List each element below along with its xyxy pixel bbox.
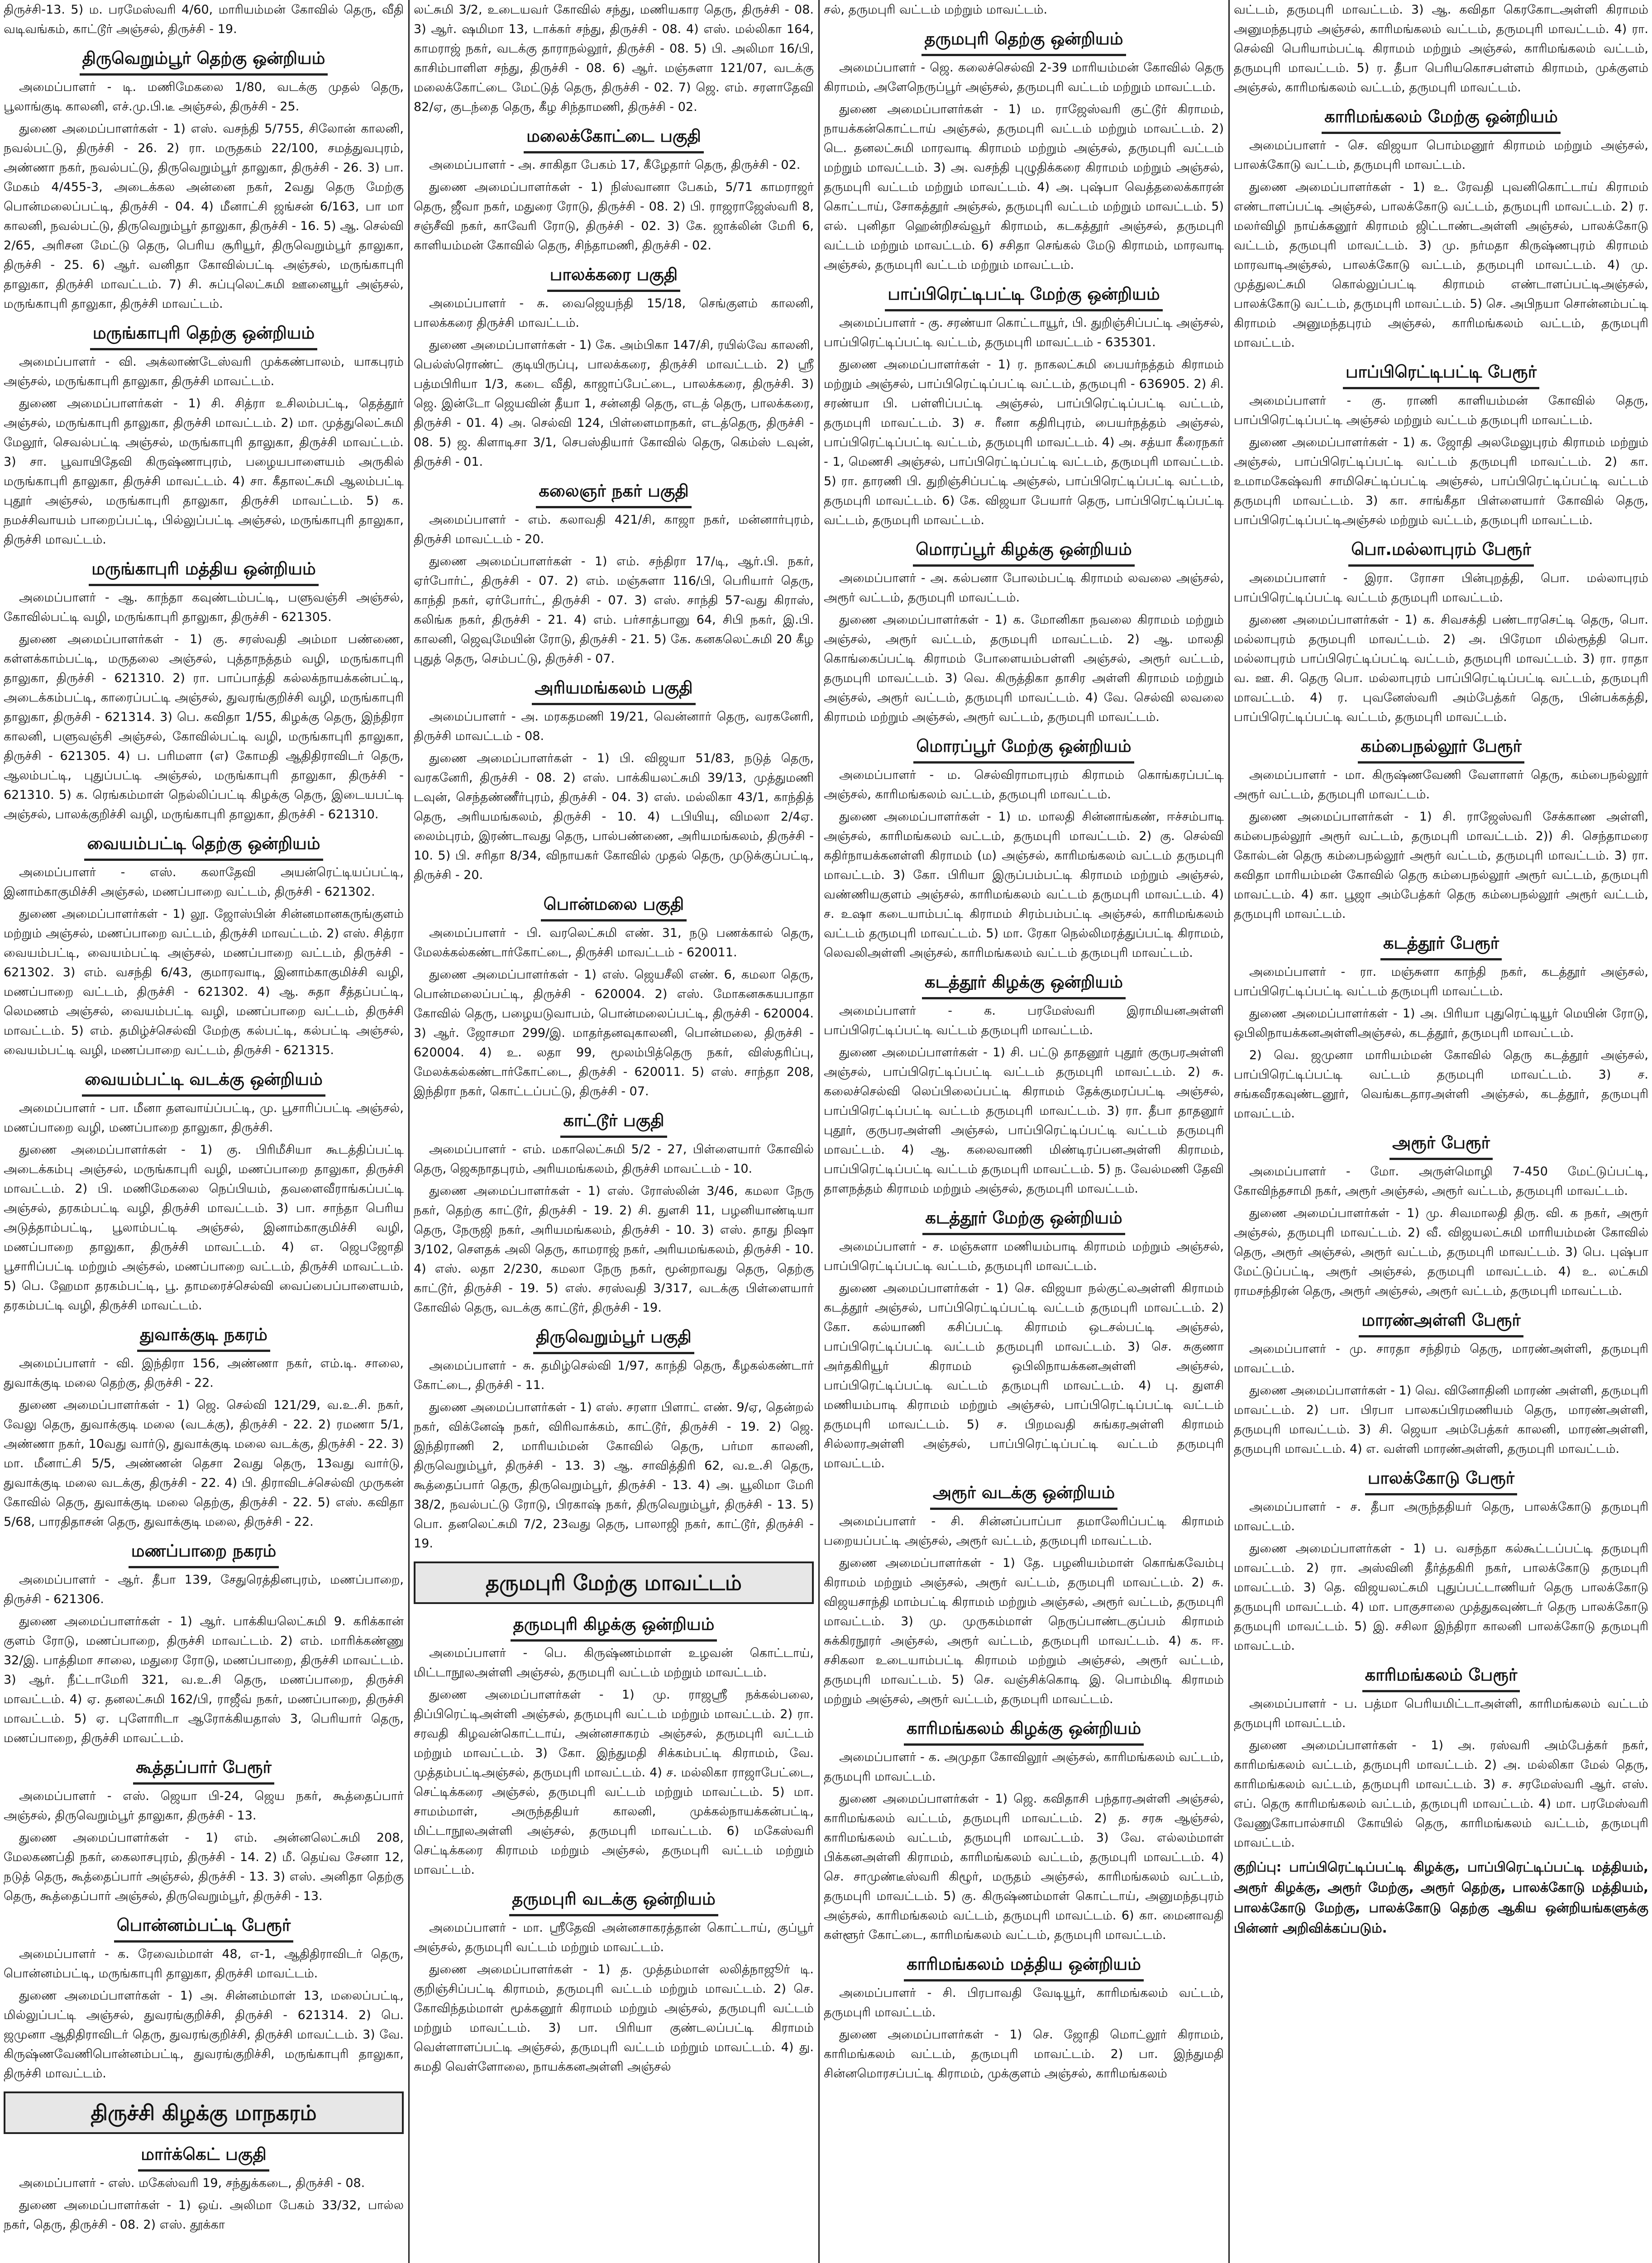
section-title: மாரண்அள்ளி பேரூர் xyxy=(1359,1306,1523,1337)
member-listing: துணை அமைப்பாளர்கள் - 1) எம். சந்திரா 17/டி, ஆர்.பி. நகர், ஏர்போர்ட், திருச்சி - 07. 2) எம். மஞ்சுளா 116/பி, பெரியார் தெரு, காந்தி நகர், ஏர்போர்ட், திருச்சி - 07. 3) எஸ். சாந்தி 57-வது கிராஸ், கலிங்க நகர், திருச்சி - 21. 4) எம். பர்சாத்பானு 64, சிபி நகர், இ.பி. காலனி, ஜெவுமேயின் ரோடு, திருச்சி - 21. 5) கே. கனகலெட்சுமி 20 கீழ புதுத் தெரு, செம்பட்டு, திருச்சி - 07. xyxy=(414,554,814,666)
member-listing: துணை அமைப்பாளர்கள் - 1) எஸ். ரோஸ்லின் 3/46, கமலா நேரு நகர், தெற்கு காட்டூர், திருச்சி - 19. 2) சி. துளசி 11, பழனியாண்டியா தெரு, நேருஜி நகர், அரியமங்கலம், திருச்சி - 10. 3) எஸ். தாது நிஷா 3/102, சௌதக் அலி தெரு, காமராஜ் நகர், அரியமங்கலம், திருச்சி - 10. 4) எஸ். லதா 2/230, கமலா நேரு நகர், மூன்றாவது தெரு, தெற்கு காட்டூர், திருச்சி - 19. 5) எஸ். சரஸ்வதி 3/317, வடக்கு பிள்ளையார் கோவில் தெரு, வடக்கு காட்டூர், திருச்சி - 19. xyxy=(414,1184,814,1315)
member-listing: துணை அமைப்பாளர்கள் - 1) அ. ரஸ்வரி அம்பேத்கர் நகர், காரிமங்கலம் வட்டம், தருமபுரி மாவட்டம். 2) அ. மல்லிகா மேல் தெரு, காரிமங்கலம் வட்டம், தருமபுரி மாவட்டம். 3) ச. சரமேஸ்வரி ஆர். எஸ். எப். தெரு காரிமங்கலம் வட்டம், தருமபுரி மாவட்டம். 4) மா. பரமேஸ்வரி வேணுகோபால்சாமி கோயில் தெரு, காரிமங்கலம் வட்டம், தருமபுரி மாவட்டம். xyxy=(1234,1738,1648,1850)
section xyxy=(414,477,814,668)
member-listing: அமைப்பாளர் - கு. ராணி காளியம்மன் கோவில் தெரு, பாப்பிரெட்டிப்பட்டி அஞ்சல் மற்றும் வட்டம் தருமபுரி மாவட்டம். xyxy=(1234,394,1648,427)
section-heading xyxy=(824,1204,1224,1235)
member-listing: துணை அமைப்பாளர்கள் - 1) ப. வசந்தா கல்கூட்டப்பட்டி தருமபுரி மாவட்டம். 2) ரா. அஸ்வினி தீர்த்தகிரி நகர், பாலக்கோடு தருமபுரி மாவட்டம். 3) தெ. விஜயலட்சுமி புதுப்பட்டாணியர் தெரு பாலக்கோடு தருமபுரி மாவட்டம். 4) மா. பாகுசாலை முத்துகவுண்டர் தெரு பாலக்கோடு தருமபுரி மாவட்டம். 5) இ. சசிலா இந்திரா காலனி பாலக்கோடு தருமபுரி மாவட்டம். xyxy=(1234,1542,1648,1653)
column-4 xyxy=(1230,0,1652,2263)
member-listing: துணை அமைப்பாளர்கள் - 1) மு. சிவமாலதி திரு. வி. க நகர், அரூர் அஞ்சல், தருமபுரி மாவட்டம். 2) வீ. விஜயலட்சுமி மாரியம்மன் கோவில் தெரு, அரூர் அஞ்சல், அரூர் வட்டம், தருமபுரி மாவட்டம். 3) பெ. புஷ்பா மேட்டுப்பட்டி, அரூர் அஞ்சல், தருமபுரி மாவட்டம். 4) உ. லட்சுமி ராமசந்திரன் தெரு, அரூர் அஞ்சல், அரூர் வட்டம், தருமபுரி மாவட்டம். xyxy=(1234,1206,1648,1298)
section xyxy=(414,1610,814,1880)
section-heading xyxy=(1234,1464,1648,1495)
section-heading xyxy=(1234,1129,1648,1160)
section-heading xyxy=(4,555,404,586)
section xyxy=(824,535,1224,727)
section-heading xyxy=(414,674,814,705)
member-listing: துணை அமைப்பாளர்கள் - 1) செ. விஜயா நல்குட்லஅள்ளி கிராமம் கடத்தூர் அஞ்சல், பாப்பிரெட்டிப்பட்டி வட்டம் தருமபுரி மாவட்டம். 2) கோ. கல்யாணி கசிப்பட்டி கிராமம் ஒடசல்பட்டி அஞ்சல், பாப்பிரெட்டிப்பட்டி வட்டம் தருமபுரி மாவட்டம். 3) செ. சுகுணா அர்தகிரியூர் கிராமம் ஒபிலிநாயக்கனஅள்ளி அஞ்சல், பாப்பிரெட்டிப்பட்டி வட்டம் தருமபுரி மாவட்டம். 4) பு. துளசி மணியம்பாடி கிராமம் மற்றும் அஞ்சல், பாப்பிரெட்டிப்பட்டி வட்டம் தருமபுரி மாவட்டம். 5) ச. பிறமவதி சுங்கரஅள்ளி கிராமம் சில்லாரஅள்ளி அஞ்சல், பாப்பிரெட்டிப்பட்டி வட்டம் தருமபுரி மாவட்டம். xyxy=(824,1281,1224,1470)
section-title: கம்பைநல்லூர் பேரூர் xyxy=(1358,732,1524,764)
member-listing: அமைப்பாளர் - பெ. கிருஷ்ணம்மாள் உழவன் கொட்டாய், மிட்டாநூலஅள்ளி அஞ்சல், தருமபுரி வட்டம் மற்றும் மாவட்டம். xyxy=(414,1646,814,1680)
section xyxy=(414,890,814,1101)
member-listing: அமைப்பாளர் - சு. தமிழ்செல்வி 1/97, காந்தி தெரு, கீழகல்கண்டார் கோட்டை, திருச்சி - 11. xyxy=(414,1359,814,1392)
section xyxy=(414,1885,814,2077)
section xyxy=(4,1911,404,2083)
member-listing: துணை அமைப்பாளர்கள் - 1) எஸ். ஜெயசீலி எண். 6, கமலா தெரு, பொன்மலைப்பட்டி, திருச்சி - 620004. 2) எஸ். மோகனசுகயபாதா கோவில் தெரு, பழையடுவாபம், பொன்மலைப்பட்டி, திருச்சி - 620004. 3) ஆர். ஜோசமா 299/இ. மாதர்தனவுகாலனி, பொன்மலை, திருச்சி - 620004. 4) உ. லதா 99, மூலம்பித்தெரு நகர், விஸ்தரிப்பு, மேலக்கல்கண்டார்கோட்டை, திருச்சி - 620011. 5) எஸ். சாந்தா 208, இந்திரா நகர், கொட்டப்பட்டு, திருச்சி - 07. xyxy=(414,968,814,1098)
member-listing: துணை அமைப்பாளர்கள் - 1) த. முத்தம்மாள் லலித்நாஜூர் டி. குறிஞ்சிப்பட்டி கிராமம், தருமபுரி வட்டம் மற்றும் மாவட்டம். 2) செ. கோவிந்தம்மாள் மூக்கனூர் கிராமம் மற்றும் அஞ்சல், தருமபுரி வட்டம் மற்றும் மாவட்டம். 3) பா. பிரியா குண்டலப்பட்டி கிராமம் வெள்ளாளப்பட்டி அஞ்சல், தருமபுரி வட்டம் மற்றும் மாவட்டம். 4) து. சுமதி வெள்ளோலை, நாயக்கனஅள்ளி அஞ்சல் xyxy=(414,1962,814,2074)
section xyxy=(4,1065,404,1315)
member-listing: துணை அமைப்பாளர்கள் - 1) ஒய். அலிமா பேகம் 33/32, பால்ல நகர், தெரு, திருச்சி - 08. 2) எஸ். தூக்கா xyxy=(4,2198,404,2232)
section xyxy=(4,1321,404,1532)
member-listing: துணை அமைப்பாளர்கள் - 1) ம. ராஜேஸ்வரி குட்டூர் கிராமம், நாயக்கன்கொட்டாய் அஞ்சல், தருமபுரி வட்டம் மற்றும் மாவட்டம். 2) டெ. தனலட்சுமி மாரவாடி கிராமம் மற்றும் அஞ்சல், தருமபுரி வட்டம் மற்றும் மாவட்டம். 3) அ. வசந்தி புழுதிக்கரை கிராமம் மற்றும் அஞ்சல், தருமபுரி வட்டம் மற்றும் மாவட்டம். 4) அ. புஷ்பா வெத்தலைக்காரன் கொட்டாய், சோகத்தூர் அஞ்சல், தருமபுரி வட்டம் மற்றும் மாவட்டம். 5) எல். புனிதா ஹென்றிசவ்வூர் கிராமம், கடகத்தூர் அஞ்சல், தருமபுரி வட்டம் மற்றும் மாவட்டம். 6) சசிதா செங்கல் மேடு கிராமம், மாரவாடி அஞ்சல், தருமபுரி வட்டம் மற்றும் மாவட்டம். xyxy=(824,102,1224,272)
section-heading xyxy=(4,2140,404,2172)
district-banner: திருச்சி கிழக்கு மாநகரம் xyxy=(4,2091,404,2134)
section xyxy=(414,1323,814,1553)
section xyxy=(1234,1464,1648,1656)
member-listing: 2) வெ. ஜமுனா மாரியம்மன் கோவில் தெரு கடத்தூர் அஞ்சல், பாப்பிரெட்டிப்பட்டி வட்டம் தருமபுரி மாவட்டம். 3) ச. சங்கவீரகவுண்டனூர், வெங்கடதாரஅள்ளி அஞ்சல், கடத்தூர், தருமபுரி மாவட்டம். xyxy=(1234,1048,1648,1121)
section-heading xyxy=(414,890,814,921)
section-title: கடத்தூர் கிழக்கு ஒன்றியம் xyxy=(922,968,1126,999)
section-title: தருமபுரி வடக்கு ஒன்றியம் xyxy=(509,1885,718,1916)
section-title: அரூர் வடக்கு ஒன்றியம் xyxy=(930,1479,1117,1510)
footnote: குறிப்பு: பாப்பிரெட்டிப்பட்டி கிழக்கு, பாப்பிரெட்டிப்பட்டி மத்தியம், அரூர் கிழக்கு, அரூர் மேற்கு, அரூர் தெற்கு, பாலக்கோடு மத்தியம், பாலக்கோடு மேற்கு, பாலக்கோடு தெற்கு ஆகிய ஒன்றியங்களுக்கு பின்னர் அறிவிக்கப்படும். xyxy=(1234,1859,1648,1936)
member-listing: அமைப்பாளர் - அ. மரகதமணி 19/21, வென்னார் தெரு, வரகனேரி, திருச்சி மாவட்டம் - 08. xyxy=(414,710,814,743)
member-listing: அமைப்பாளர் - இரா. ரோசா பின்புறத்தி, பொ. மல்லாபுரம் பாப்பிரெட்டிப்பட்டி வட்டம் தருமபுரி மாவட்டம். xyxy=(1234,571,1648,605)
column-2 xyxy=(410,0,817,2263)
member-listing: அமைப்பாளர் - சு. வைஜெயந்தி 15/18, செங்குளம் காலனி, பாலக்கரை திருச்சி மாவட்டம். xyxy=(414,296,814,330)
member-listing: அமைப்பாளர் - ரா. மஞ்சுளா காந்தி நகர், கடத்தூர் அஞ்சல், பாப்பிரெட்டிப்பட்டி வட்டம் தருமபுரி மாவட்டம். xyxy=(1234,965,1648,998)
section-heading xyxy=(414,1610,814,1642)
member-listing: துணை அமைப்பாளர்கள் - 1) ஆர். பாக்கியலெட்சுமி 9. கரிக்கான் குளம் ரோடு, மணப்பாறை, திருச்சி மாவட்டம். 2) எம். மாரிக்கண்ணு 32/இ. பாத்திமா சாலை, மதுரை ரோடு, மணப்பாறை, திருச்சி மாவட்டம். 3) ஆர். நீட்டாமேரி 321, வ.உ.சி தெரு, மணப்பாறை, திருச்சி மாவட்டம். 4) ஏ. தனலட்சுமி 162/பி, ராஜீவ் நகர், மணப்பாறை, திருச்சி மாவட்டம். 5) ஏ. புளோரிடா ஆரோக்கியதாஸ் 3, பெரியார் தெரு, மணப்பாறை, திருச்சி மாவட்டம். xyxy=(4,1614,404,1745)
section-heading xyxy=(414,122,814,153)
continued-text: வட்டம், தருமபுரி மாவட்டம். 3) ஆ. கவிதா கெரகோடஅள்ளி கிராமம் அனுமந்தபுரம் அஞ்சல், காரிமங்கலம் வட்டம், தருமபுரி மாவட்டம். 4) ரா. செல்வி பெரியாம்பட்டி கிராமம் மற்றும் அஞ்சல், காரிமங்கலம் வட்டம், தருமபுரி மாவட்டம். 5) ர. தீபா பெரியகொசபள்ளம் கிராமம், முக்குளம் அஞ்சல், காரிமங்கலம் வட்டம், தருமபுரி மாவட்டம். xyxy=(1234,3,1648,95)
section-heading xyxy=(4,1911,404,1943)
member-listing: அமைப்பாளர் - எஸ். கலாதேவி அயன்ரெட்டியப்பட்டி, இனாம்காகுமிச்சி அஞ்சல், மணப்பாறை வட்டம், திருச்சி - 621302. xyxy=(4,865,404,899)
section-heading xyxy=(4,1321,404,1352)
member-listing: அமைப்பாளர் - மா. ஸ்ரீதேவி அன்னசாகரத்தான் கொட்டாய், குப்பூர் அஞ்சல், தருமபுரி வட்டம் மற்றும் மாவட்டம். xyxy=(414,1921,814,1954)
section-heading xyxy=(824,1950,1224,1981)
section-title: கடத்தூர் பேரூர் xyxy=(1380,929,1502,960)
section xyxy=(824,25,1224,275)
section-title: பாலக்கரை பகுதி xyxy=(547,261,680,292)
member-listing: துணை அமைப்பாளர்கள் - 1) கே. அம்பிகா 147/சி, ரயில்வே காலனி, பெல்ஸ்ரொண்ட் குடியிருப்பு, பாலக்கரை, திருச்சி மாவட்டம். 2) ஸ்ரீ பத்மபிரியா 1/3, கடை வீதி, காஜாப்பேட்டை, பாலக்கரை, திருச்சி. 3) ஜெ. இன்டோ ஜெயவின் தீயா 1, சன்னதி தெரு, எடத் தெரு, பாலக்கரை, திருச்சி - 01. 4) அ. செல்வி 124, பிள்ளைமாநகர், எடத்தெரு, திருச்சி - 08. 5) ஜ. கிளாடிசா 3/1, செபஸ்தியார் கோவில் தெரு, கெம்ஸ் டவுன், திருச்சி - 01. xyxy=(414,338,814,469)
section xyxy=(824,1479,1224,1709)
member-listing: அமைப்பாளர் - வி. இந்திரா 156, அண்ணா நகர், எம்.டி. சாலை, துவாக்குடி மலை தெற்கு, திருச்சி - 22. xyxy=(4,1356,404,1390)
member-listing: அமைப்பாளர் - மோ. அருள்மொழி 7-450 மேட்டுப்பட்டி, கோவிந்தசாமி நகர், அரூர் அஞ்சல், அரூர் வட்டம், தருமபுரி மாவட்டம். xyxy=(1234,1165,1648,1198)
section-heading xyxy=(4,44,404,76)
section-title: அரியமங்கலம் பகுதி xyxy=(532,674,695,705)
member-listing: அமைப்பாளர் - எம். கலாவதி 421/சி, காஜா நகர், மன்னார்புரம், திருச்சி மாவட்டம் - 20. xyxy=(414,513,814,546)
member-listing: துணை அமைப்பாளர்கள் - 1) க. சிவசக்தி பண்டாரசெட்டி தெரு, பொ. மல்லாபுரம் தருமபுரி மாவட்டம். 2) அ. பிரேமா மில்ரூத்தி பொ. மல்லாபுரம் பாப்பிரெட்டிப்பட்டி வட்டம், தருமபுரி மாவட்டம். 3) ரா. ராதா வ. ஊ. சி. தெரு பொ. மல்லாபுரம் பாப்பிரெட்டிப்பட்டி வட்டம், தருமபுரி மாவட்டம். 4) ர. புவனேஸ்வரி அம்பேத்கர் தெரு, பின்பக்கத்தி, பாப்பிரெட்டிப்பட்டி வட்டம், தருமபுரி மாவட்டம். xyxy=(1234,613,1648,724)
member-listing: துணை அமைப்பாளர்கள் - 1) கு. பிரிமீசியா கூடத்திப்பட்டி அடைக்கம்பு அஞ்சல், மருங்காபுரி வழி, மணப்பாறை தாலுகா, திருச்சி மாவட்டம். 2) பி. மணிமேகலை நெப்பியம், தவளைவீராங்கப்பட்டி அஞ்சல், தரகம்பட்டி வழி, திருச்சி மாவட்டம். 3) பா. சாந்தா பெரிய அடுத்தாம்பட்டி, பூலாம்பட்டி அஞ்சல், இனாம்காகுமிச்சி வழி, மணப்பாறை தாலுகா, திருச்சி மாவட்டம். 4) எ. ஜெபஜோதி பூசாரிப்பட்டி மற்றும் அஞ்சல், மணப்பாறை வட்டம், திருச்சி மாவட்டம். 5) பெ. ஹேமா தரகம்பட்டி, பூ. தாமரைச்செல்வி வைப்பைப்பாளையம், தரகம்பட்டி வழி, திருச்சி மாவட்டம். xyxy=(4,1143,404,1313)
member-listing: துணை அமைப்பாளர்கள் - 1) க. மோனிகா நவலை கிராமம் மற்றும் அஞ்சல், அரூர் வட்டம், தருமபுரி மாவட்டம். 2) ஆ. மாலதி கொங்கைப்பட்டி கிராமம் போளையம்பள்ளி அஞ்சல், அரூர் வட்டம், தருமபுரி மாவட்டம். 3) வெ. கிருத்திகா தாசிர அள்ளி கிராமம் மற்றும் அஞ்சல், அரூர் வட்டம், தருமபுரி மாவட்டம். 4) வே. செல்வி லவலை கிராமம் மற்றும் அஞ்சல், அரூர் வட்டம், தருமபுரி மாவட்டம். xyxy=(824,613,1224,724)
member-listing: துணை அமைப்பாளர்கள் - 1) ஜெ. செல்வி 121/29, வ.உ.சி. நகர், வேலு தெரு, துவாக்குடி மலை (வடக்கு), திருச்சி - 22. 2) ரமணா 5/1, அண்ணா நகர், 10வது வார்டு, துவாக்குடி மலை வடக்கு, திருச்சி - 22. 3) மா. மீனாட்சி 5/5, அண்ணன் தெசா 2வது தெரு, 13வது வார்டு, துவாக்குடி மலை வடக்கு, திருச்சி - 22. 4) பி. திராவிடச்செல்வி முருகன் கோவில் தெரு, துவாக்குடி மலை தெற்கு, திருச்சி - 22. 5) எஸ். கவிதா 5/68, பாரதிதாசன் தெரு, துவாக்குடி மலை, திருச்சி - 22. xyxy=(4,1398,404,1529)
section-heading xyxy=(4,1753,404,1785)
section-heading xyxy=(824,1479,1224,1510)
section-heading xyxy=(824,25,1224,56)
section-heading xyxy=(414,1885,814,1916)
member-listing: அமைப்பாளர் - க. ரேவைம்மாள் 48, எ-1, ஆதிதிராவிடர் தெரு, பொன்னம்பட்டி, மருங்காபுரி தாலுகா, திருச்சி மாவட்டம். xyxy=(4,1947,404,1981)
section-title: கடத்தூர் மேற்கு ஒன்றியம் xyxy=(922,1204,1125,1235)
member-listing: துணை அமைப்பாளர்கள் - 1) லூ. ஜோஸ்பின் சின்னமானகருங்குளம் மற்றும் அஞ்சல், மணப்பாறை வட்டம், திருச்சி மாவட்டம். 2) எஸ். சித்ரா வையம்பட்டி, வையம்பட்டி அஞ்சல், மணப்பாறை வட்டம், திருச்சி - 621302. 3) எம். வசந்தி 6/43, குமாரவாடி, இனாம்காகுமிச்சி வழி, மணப்பாறை வட்டம், திருச்சி - 621302. 4) ஆ. சுதா சீத்தப்பட்டி, லெமணம் அஞ்சல், வையம்பட்டி வழி, மணப்பாறை வட்டம், திருச்சி மாவட்டம். 5) எம். தமிழ்ச்செல்வி மேற்கு கல்பட்டி, கல்பட்டி அஞ்சல், வையம்பட்டி வழி, மணப்பாறை வட்டம், திருச்சி - 621315. xyxy=(4,907,404,1057)
member-listing: அமைப்பாளர் - க. அமுதா கோவிலூர் அஞ்சல், காரிமங்கலம் வட்டம், தருமபுரி மாவட்டம். xyxy=(824,1750,1224,1784)
section-heading xyxy=(414,261,814,292)
member-listing: அமைப்பாளர் - சி. சின்னப்பாப்பா தமாலேரிப்பட்டி கிராமம் பறையப்பட்டி அஞ்சல், அரூர் வட்டம், தருமபுரி மாவட்டம். xyxy=(824,1514,1224,1548)
member-listing: துணை அமைப்பாளர்கள் - 1) செ. ஜோதி மொட்லூர் கிராமம், காரிமங்கலம் வட்டம், தருமபுரி மாவட்டம். 2) பா. இந்துமதி சின்னமொரசப்பட்டி கிராமம், முக்குளம் அஞ்சல், காரிமங்கலம் xyxy=(824,2028,1224,2081)
section-title: காட்டூர் பகுதி xyxy=(560,1107,667,1138)
member-listing: துணை அமைப்பாளர்கள் - 1) தே. பழனியம்மாள் கொங்கவேம்பு கிராமம் மற்றும் அஞ்சல், அரூர் வட்டம், தருமபுரி மாவட்டம். 2) சு. விஜயசாந்தி மாம்பட்டி கிராமம் மற்றும் அஞ்சல், அரூர் வட்டம், தருமபுரி மாவட்டம். 3) மு. முருகம்மாள் நெருப்பாண்டகுப்பம் கிராமம் சுக்கிரநூரர் அஞ்சல், அரூர் வட்டம், தருமபுரி மாவட்டம். 4) க. ஈ. சசிகலா உடையாம்பட்டி கிராமம் மற்றும் அஞ்சல், அரூர் வட்டம், தருமபுரி மாவட்டம். 5) செ. வஞ்சிக்கொடி இ. பொம்மிடி கிராமம் மற்றும் அஞ்சல், அரூர் வட்டம், தருமபுரி மாவட்டம். xyxy=(824,1556,1224,1706)
section-heading xyxy=(1234,1661,1648,1692)
column-3 xyxy=(820,0,1227,2263)
section xyxy=(414,674,814,885)
section xyxy=(1234,929,1648,1123)
section-title: மணப்பாறை நகரம் xyxy=(129,1537,279,1568)
section-title: கலைஞர் நகர் பகுதி xyxy=(536,477,691,508)
section-title: வையம்பட்டி வடக்கு ஒன்றியம் xyxy=(82,1065,325,1097)
section-title: திருவெறும்பூர் பகுதி xyxy=(533,1323,694,1354)
section xyxy=(414,1107,814,1318)
section-title: மலைக்கோட்டை பகுதி xyxy=(524,122,704,153)
section xyxy=(414,122,814,255)
section-title: வையம்பட்டி தெற்கு ஒன்றியம் xyxy=(84,830,323,861)
member-listing: அமைப்பாளர் - சி. பிரபாவதி வேடியூர், காரிமங்கலம் வட்டம், தருமபுரி மாவட்டம். xyxy=(824,1986,1224,2020)
member-listing: துணை அமைப்பாளர்கள் - 1) அ. சின்னம்மாள் 13, மலைப்பட்டி, மில்லுப்பட்டி அஞ்சல், துவரங்குறிச்சி, திருச்சி - 621314. 2) பெ. ஜமுனா ஆதிதிராவிடர் தெரு, துவரங்குறிச்சி, திருச்சி மாவட்டம். 3) வே. கிருஷ்ணவேணிபொன்னம்பட்டி, துவரங்குறிச்சி, மருங்காபுரி தாலுகா, திருச்சி மாவட்டம். xyxy=(4,1989,404,2081)
column-divider xyxy=(818,0,820,2263)
member-listing: துணை அமைப்பாளர்கள் - 1) மு. ராஜஸ்ரீ நக்கல்பலை, திப்பிரெட்டிஅள்ளி அஞ்சல், தருமபுரி வட்டம் மற்றும் மாவட்டம். 2) ரா. சரவதி கிழவன்கொட்டாய், அன்னசாகரம் அஞ்சல், தருமபுரி வட்டம் மற்றும் மாவட்டம். 3) கோ. இந்துமதி சிக்கம்பட்டி கிராமம், வே. முத்தம்பட்டிஅஞ்சல், தருமபுரி மாவட்டம். 4) ச. மல்லிகா ராஜாபேட்டை, செட்டிக்கரை அஞ்சல், தருமபுரி வட்டம் மற்றும் மாவட்டம். 5) மா. சாமம்மாள், அருந்ததியர் காலனி, முக்கல்நாயக்கன்பட்டி, மிட்டாநூலஅள்ளி அஞ்சல், தருமபுரி மாவட்டம். 6) மகேஸ்வரி செட்டிக்கரை கிராமம் மற்றும் அஞ்சல், தருமபுரி வட்டம் மற்றும் மாவட்டம். xyxy=(414,1688,814,1877)
member-listing: அமைப்பாளர் - ச. மஞ்சுளா மணியம்பாடி கிராமம் மற்றும் அஞ்சல், பாப்பிரெட்டிப்பட்டி வட்டம், தருமபுரி மாவட்டம். xyxy=(824,1240,1224,1273)
district-banner: தருமபுரி மேற்கு மாவட்டம் xyxy=(414,1561,814,1604)
section xyxy=(4,830,404,1060)
member-listing: அமைப்பாளர் - மா. கிருஷ்ணவேணி வேளாளர் தெரு, கம்பைநல்லூர் அரூர் வட்டம், தருமபுரி மாவட்டம். xyxy=(1234,768,1648,802)
section-heading xyxy=(414,1107,814,1138)
section xyxy=(4,1537,404,1748)
section-heading xyxy=(4,319,404,350)
section-title: காரிமங்கலம் பேரூர் xyxy=(1362,1661,1520,1692)
member-listing: அமைப்பாளர் - பா. மீனா தளவாய்ப்பட்டி, மு. பூசாரிப்பட்டி அஞ்சல், மணப்பாறை வழி, மணப்பாறை தாலுகா, திருச்சி. xyxy=(4,1101,404,1135)
section xyxy=(4,555,404,824)
section-title: பாப்பிரெட்டிபட்டி பேரூர் xyxy=(1343,358,1539,389)
section xyxy=(1234,1129,1648,1301)
section xyxy=(4,2140,404,2234)
section-title: திருவெறும்பூர் தெற்கு ஒன்றியம் xyxy=(80,44,328,76)
section xyxy=(1234,535,1648,727)
member-listing: அமைப்பாளர் - அ. கல்பனா போலம்பட்டி கிராமம் லவலை அஞ்சல், அரூர் வட்டம், தருமபுரி மாவட்டம். xyxy=(824,571,1224,605)
section-heading xyxy=(824,732,1224,764)
section-title: தருமபுரி கிழக்கு ஒன்றியம் xyxy=(511,1610,717,1642)
section xyxy=(824,1204,1224,1473)
member-listing: அமைப்பாளர் - எம். மகாலெட்சுமி 5/2 - 27, பிள்ளையார் கோவில் தெரு, ஜெகநாதபுரம், அரியமங்கலம், திருச்சி மாவட்டம் - 10. xyxy=(414,1142,814,1176)
member-listing: அமைப்பாளர் - வி. அக்லாண்டேஸ்வரி முக்கண்பாலம், யாகபுரம் அஞ்சல், மருங்காபுரி தாலுகா, திருச்சி மாவட்டம். xyxy=(4,355,404,388)
section-title: மார்க்கெட் பகுதி xyxy=(138,2140,269,2172)
member-listing: அமைப்பாளர் - செ. விஜயா பொம்மனூர் கிராமம் மற்றும் அஞ்சல், பாலக்கோடு வட்டம், தருமபுரி மாவட்டம். xyxy=(1234,138,1648,172)
member-listing: அமைப்பாளர் - ச. தீபா அருந்ததியர் தெரு, பாலக்கோடு தருமபுரி மாவட்டம். xyxy=(1234,1500,1648,1533)
section xyxy=(824,1950,1224,2083)
section-title: கூத்தப்பார் பேரூர் xyxy=(133,1753,274,1785)
section-title: துவாக்குடி நகரம் xyxy=(137,1321,270,1352)
member-listing: துணை அமைப்பாளர்கள் - 1) சி. சித்ரா உசிலம்பட்டி, தெத்தூர் அஞ்சல், மருங்காபுரி தாலுகா, திருச்சி மாவட்டம். 2) மா. முத்துலெட்சுமி மேலூர், செவல்பட்டி அஞ்சல், மருங்காபுரி தாலுகா, திருச்சி மாவட்டம். 3) சா. பூவாயிதேவி கிருஷ்ணாபுரம், பழையபாளையம் அருகில் மருங்காபுரி தாலுகா, திருச்சி மாவட்டம். 4) சா. கீதாலட்சுமி ஆலம்பட்டி புதூர் அஞ்சல், மருங்காபுரி தாலுகா, திருச்சி மாவட்டம். 5) க. நமச்சிவாயம் பாறைப்பட்டி, பில்லுப்பட்டி அஞ்சல், மருங்காபுரி தாலுகா, திருச்சி மாவட்டம். xyxy=(4,396,404,547)
member-listing: அமைப்பாளர் - எஸ். மகேஸ்வரி 19, சந்துக்கடை, திருச்சி - 08. xyxy=(19,2176,365,2190)
section-title: மருங்காபுரி மத்திய ஒன்றியம் xyxy=(89,555,319,586)
member-listing: துணை அமைப்பாளர்கள் - 1) பி. விஜயா 51/83, நடுத் தெரு, வரகனேரி, திருச்சி - 08. 2) எஸ். பாக்கியலட்சுமி 39/13, முத்துமணி டவுன், செந்தண்ணீர்புரம், திருச்சி - 04. 3) எஸ். மல்லிகா 43/1, காந்தித் தெரு, அரியமங்கலம், திருச்சி - 10. 4) டபியியு, விமலா 2/4ஏ. லைம்புரம், இரண்டாவது தெரு, பால்பண்ணை, அரியமங்கலம், திருச்சி - 10. 5) பி. சரிதா 8/34, விநாயகர் கோவில் முதல் தெரு, முடுக்குப்பட்டி, திருச்சி - 20. xyxy=(414,751,814,882)
section-heading xyxy=(1234,358,1648,389)
section-heading xyxy=(1234,103,1648,134)
section-heading xyxy=(1234,1306,1648,1337)
section-heading xyxy=(824,535,1224,567)
section-heading xyxy=(4,1065,404,1097)
section-title: பொன்னம்பட்டி பேரூர் xyxy=(114,1911,293,1943)
section-heading xyxy=(4,1537,404,1568)
section xyxy=(824,732,1224,963)
section xyxy=(824,1714,1224,1945)
section-title: மருங்காபுரி தெற்கு ஒன்றியம் xyxy=(90,319,317,350)
member-listing: அமைப்பாளர் - எஸ். ஜெயா பி-24, ஜெய நகர், கூத்தைப்பார் அஞ்சல், திருவெறும்பூர் தாலுகா, திருச்சி - 13. xyxy=(4,1789,404,1823)
member-listing: அமைப்பாளர் - ப. பத்மா பெரியமிட்டாஅள்ளி, காரிமங்கலம் வட்டம் தருமபுரி மாவட்டம். xyxy=(1234,1697,1648,1730)
member-listing: துணை அமைப்பாளர்கள் - 1) வெ. வினோதினி மாரண் அள்ளி, தருமபுரி மாவட்டம். 2) பா. பிரபா பாலகப்பிரமணியம் தெரு, மாரண்அள்ளி, தருமபுரி மாவட்டம். 3) சி. ஜெயா அம்பேத்கர் காலனி, மாரண்அள்ளி, தருமபுரி மாவட்டம். 4) எ. வள்ளி மாரண்அள்ளி, தருமபுரி மாவட்டம். xyxy=(1234,1384,1648,1456)
section xyxy=(1234,732,1648,924)
member-listing: அமைப்பாளர் - பி. வரலெட்சுமி எண். 31, நடு பணக்கால் தெரு, மேலக்கல்கண்டார்கோட்டை, திருச்சி மாவட்டம் - 620011. xyxy=(414,926,814,960)
column-divider xyxy=(408,0,410,2263)
member-listing: அமைப்பாளர் - அ. சாகிதா பேகம் 17, கீழேதார் தெரு, திருச்சி - 02. xyxy=(429,158,801,172)
continued-text: திருச்சி-13. 5) ம. பரமேஸ்வரி 4/60, மாரியம்மன் கோவில் தெரு, வீதி வடிவங்கம், காட்டூர் அஞ்சல், திருச்சி - 19. xyxy=(4,3,404,36)
section-title: தருமபுரி தெற்கு ஒன்றியம் xyxy=(921,25,1126,56)
section xyxy=(414,261,814,472)
section xyxy=(4,44,404,314)
member-listing: அமைப்பாளர் - டி. மணிமேகலை 1/80, வடக்கு முதல் தெரு, பூலாங்குடி காலனி, எச்.மு.பி.டீ அஞ்சல், திருச்சி - 25. xyxy=(4,80,404,114)
section-heading xyxy=(414,1323,814,1354)
member-listing: துணை அமைப்பாளர்கள் - 1) ஜெ. கவிதாசி பந்தாரஅள்ளி அஞ்சல், காரிமங்கலம் வட்டம், தருமபுரி மாவட்டம். 2) த. சரசு ஆஞ்சல், காரிமங்கலம் வட்டம், தருமபுரி மாவட்டம். 3) வே. எல்லம்மாள் பிக்கனஅள்ளி கிராமம், காரிமங்கலம் வட்டம், தருமபுரி மாவட்டம். 4) செ. சாமுண்டீஸ்வரி கிழூர், மருதம் அஞ்சல், காரிமங்கலம் வட்டம், தருமபுரி மாவட்டம். 5) கு. கிருஷ்ணம்மாள் கொட்டாய், அனுமந்தபுரம் அஞ்சல், காரிமங்கலம் வட்டம், தருமபுரி மாவட்டம். 6) கா. மைனாவதி கள்ளூர் கோட்டை, காரிமங்கலம் வட்டம், தருமபுரி மாவட்டம். xyxy=(824,1792,1224,1942)
member-listing: துணை அமைப்பாளர்கள் - 1) சி. பட்டு தாதனூர் புதூர் குருபரஅள்ளி அஞ்சல், பாப்பிரெட்டிப்பட்டி வட்டம் தருமபுரி மாவட்டம். 2) சு. கலைச்செல்வி லெப்பிலைப்பட்டி கிராமம் தேக்குமரப்பட்டி அஞ்சல், பாப்பிரெட்டிப்பட்டி வட்டம் தருமபுரி மாவட்டம். 3) ரா. தீபா தாதனூர் புதூர், குருபரஅள்ளி அஞ்சல், பாப்பிரெட்டிப்பட்டி வட்டம் தருமபுரி மாவட்டம். 4) ஆ. கலைவாணி மிண்டிரப்பனஅள்ளி கிராமம், பாப்பிரெட்டிப்பட்டி வட்டம் தருமபுரி மாவட்டம். 5) ந. வேல்மணி தேவி தாளநத்தம் கிராமம் மற்றும் அஞ்சல், தருமபுரி மாவட்டம். xyxy=(824,1046,1224,1196)
member-listing: துணை அமைப்பாளர்கள் - 1) சி. ராஜேஸ்வரி சேக்காண அள்ளி, கம்பைநல்லூர் அரூர் வட்டம், தருமபுரி மாவட்டம். 2)) சி. செந்தாமரை கோல்டன் தெரு கம்பைநல்லூர் அரூர் வட்டம், தருமபுரி மாவட்டம். 3) ரா. கவிதா மாரியம்மன் கோவில் தெரு கம்பைநல்லூர் அரூர் வட்டம், தருமபுரி மாவட்டம். 4) கா. பூஜா அம்பேத்கர் தெரு கம்பைநல்லூர் அரூர் வட்டம், தருமபுரி மாவட்டம். xyxy=(1234,810,1648,921)
section xyxy=(1234,1661,1648,1852)
section-title: மொரப்பூர் கிழக்கு ஒன்றியம் xyxy=(913,535,1135,567)
member-listing: துணை அமைப்பாளர்கள் - 1) அ. பிரியா புதுரெட்டியூர் மெயின் ரோடு, ஒபிலிநாயக்கனஅள்ளிஅஞ்சல், கடத்தூர், தருமபுரி மாவட்டம். xyxy=(1234,1007,1648,1040)
section-title: மொரப்பூர் மேற்கு ஒன்றியம் xyxy=(913,732,1134,764)
member-listing: துணை அமைப்பாளர்கள் - 1) உ. ரேவதி புவனிகொட்டாய் கிராமம் எண்டாளப்பட்டி அஞ்சல், பாலக்கோடு வட்டம், தருமபுரி மாவட்டம். 2) ர. மலர்விழி நாய்க்கனூர் கிராமம் ஜிட்டாண்டஅள்ளி அஞ்சல், பாலக்கோடு வட்டம், தருமபுரி மாவட்டம். 3) மு. நர்மதா கிருஷ்ணபுரம் கிராமம் மாரவாடிஅஞ்சல், பாலக்கோடு வட்டம், தருமபுரி மாவட்டம். 4) மு. முத்துலட்சுமி கொல்லுப்பட்டி கிராமம் எண்டாளப்பட்டிஅஞ்சல், பாலக்கோடு வட்டம், தருமபுரி மாவட்டம். 5) செ. அபிநயா சொன்னம்பட்டி கிராமம் அனுமந்தபுரம் அஞ்சல், காரிமங்கலம் வட்டம், தருமபுரி மாவட்டம். xyxy=(1234,180,1648,350)
member-listing: அமைப்பாளர் - ஆர். தீபா 139, சேதுரெத்தினபுரம், மணப்பாறை, திருச்சி - 621306. xyxy=(4,1573,404,1606)
section xyxy=(4,1753,404,1906)
section xyxy=(1234,1306,1648,1459)
section-heading xyxy=(4,830,404,861)
member-listing: அமைப்பாளர் - ம. செல்விராமாபுரம் கிராமம் கொங்கரப்பட்டி அஞ்சல், காரிமங்கலம் வட்டம், தருமபுரி மாவட்டம். xyxy=(824,768,1224,802)
member-listing: துணை அமைப்பாளர்கள் - 1) கு. சரஸ்வதி அம்மா பண்ணை, கள்ளக்காம்பட்டி, மருதலை அஞ்சல், புத்தாநத்தம் வழி, மருங்காபுரி தாலுகா, திருச்சி - 621310. 2) ரா. பாப்பாத்தி கல்லக்நாயக்கன்பட்டி, அடைக்கம்பட்டி, காரைப்பட்டி அஞ்சல், துவரங்குறிச்சி வழி, மருங்காபுரி தாலுகா, திருச்சி - 621314. 3) பெ. கவிதா 1/55, கிழக்கு தெரு, இந்திரா காலனி, பளுவஞ்சி அஞ்சல், கோவில்பட்டி வழி, மருங்காபுரி தாலுகா, திருச்சி - 621305. 4) ப. பரிமளா (எ) கோமதி ஆதிதிராவிடர் தெரு, ஆலம்பட்டி, புதுப்பட்டி அஞ்சல், மருங்காபுரி தாலுகா, திருச்சி - 621310. 5) க. ரெங்கம்மாள் நெல்லிப்பட்டி கிழக்கு தெரு, இடையபட்டி அஞ்சல், பாலக்குறிச்சி வழி, மருங்காபுரி தாலுகா, திருச்சி - 621310. xyxy=(4,632,404,821)
member-listing: துணை அமைப்பாளர்கள் - 1) க. ஜோதி அலமேலுபுரம் கிராமம் மற்றும் அஞ்சல், பாப்பிரெட்டிப்பட்டி வட்டம் தருமபுரி மாவட்டம். 2) கா. உமாமகேஷ்வரி சாமிசெட்டிப்பட்டி அஞ்சல், பாப்பிரெட்டிப்பட்டி வட்டம் தருமபுரி மாவட்டம். 3) கா. சாங்கீதா பிள்ளையார் கோவில் தெரு, பாப்பிரெட்டிப்பட்டிஅஞ்சல் மற்றும் வட்டம், தருமபுரி மாவட்டம். xyxy=(1234,435,1648,527)
section-heading xyxy=(824,1714,1224,1746)
section-title: காரிமங்கலம் கிழக்கு ஒன்றியம் xyxy=(904,1714,1144,1746)
column-divider xyxy=(1228,0,1230,2263)
section xyxy=(824,280,1224,530)
member-listing: துணை அமைப்பாளர்கள் - 1) எஸ். சரளா பிளாட் எண். 9/ஏ, தென்றல் நகர், விக்னேஷ் நகர், விரிவாக்கம், காட்டூர், திருச்சி - 19. 2) ஜெ. இந்திராணி 2, மாரியம்மன் கோவில் தெரு, பர்மா காலனி, திருவெறும்பூர், திருச்சி - 13. 3) ஆ. சாவித்திரி 62, வ.உ.சி தெரு, கூத்தைப்பார் தெரு, திருவெறும்பூர், திருச்சி - 13. 4) அ. யூலிமா மேரி 38/2, நவல்பட்டு ரோடு, பிரகாஷ் நகர், திருவெறும்பூர், திருச்சி - 13. 5) பொ. தனலெட்சுமி 7/2, 23வது தெரு, பாலாஜி நகர், காட்டூர், திருச்சி - 19. xyxy=(414,1400,814,1551)
section-heading xyxy=(1234,535,1648,567)
section-heading xyxy=(414,477,814,508)
section-title: பொ.மல்லாபுரம் பேரூர் xyxy=(1348,535,1533,567)
section xyxy=(824,968,1224,1198)
section-title: காரிமங்கலம் மேற்கு ஒன்றியம் xyxy=(1322,103,1561,134)
member-listing: துணை அமைப்பாளர்கள் - 1) ர. நாகலட்சுமி பையர்நத்தம் கிராமம் மற்றும் அஞ்சல், பாப்பிரெட்டிப்பட்டி வட்டம், தருமபுரி - 636905. 2) சி. சரண்யா பி. பள்ளிப்பட்டி அஞ்சல், பாப்பிரெட்டிப்பட்டி வட்டம், தருமபுரி மாவட்டம். 3) ச. ரீனா கதிரிபுரம், பையர்நத்தம் அஞ்சல், பாப்பிரெட்டிப்பட்டி வட்டம், தருமபுரி மாவட்டம். 4) அ. சத்யா கீரைநகர் - 1, மெணசி அஞ்சல், பாப்பிரெட்டிப்பட்டி வட்டம், தருமபுரி மாவட்டம். 5) ரா. தாரணி பி. துறிஞ்சிப்பட்டி அஞ்சல், பாப்பிரெட்டிப்பட்டி வட்டம், தருமபுரி மாவட்டம். 6) கே. விஜயா பேயார் தெரு, பாப்பிரெட்டிப்பட்டி வட்டம், தருமபுரி மாவட்டம். xyxy=(824,358,1224,527)
section xyxy=(4,319,404,549)
section-title: பாலக்கோடு பேரூர் xyxy=(1365,1464,1517,1495)
section-title: பாப்பிரெட்டிபட்டி மேற்கு ஒன்றியம் xyxy=(885,280,1162,311)
continued-text: சல், தருமபுரி வட்டம் மற்றும் மாவட்டம். xyxy=(824,3,1048,17)
member-listing: அமைப்பாளர் - மு. சாரதா சந்திரம் தெரு, மாரண்அள்ளி, தருமபுரி மாவட்டம். xyxy=(1234,1342,1648,1375)
section-heading xyxy=(824,280,1224,311)
member-listing: துணை அமைப்பாளர்கள் - 1) நிஸ்வானா பேகம், 5/71 காமராஜர் தெரு, ஜீவா நகர், மதுரை ரோடு, திருச்சி - 08. 2) பி. ராஜராஜேஸ்வரி 8, சஞ்சீவி நகர், காவேரி ரோடு, திருச்சி - 02. 3) கே. ஜாக்லின் மேரி 6, காளியம்மன் கோவில் தெரு, சிந்தாமணி, திருச்சி - 02. xyxy=(414,180,814,253)
member-listing: துணை அமைப்பாளர்கள் - 1) எம். அன்னலெட்சுமி 208, மேலகணப்தி நகர், கைலாசபுரம், திருச்சி - 14. 2) மீ. தெய்வ சேனா 12, நடுத் தெரு, கூத்தைப்பார் அஞ்சல், திருச்சி - 13. 3) எஸ். அனிதா தெற்கு தெரு, கூத்தைப்பார் அஞ்சல், திருவெறும்பூர், திருச்சி - 13. xyxy=(4,1831,404,1903)
member-listing: அமைப்பாளர் - ஜெ. கலைச்செல்வி 2-39 மாரியம்மன் கோவில் தெரு கிராமம், அளேநெருப்பூர் அஞ்சல், தருமபுரி வட்டம் மற்றும் மாவட்டம். xyxy=(824,61,1224,94)
section-title: பொன்மலை பகுதி xyxy=(541,890,687,921)
section xyxy=(1234,358,1648,530)
member-listing: அமைப்பாளர் - கு. சரண்யா கொட்டாயூர், பி. துறிஞ்சிப்பட்டி அஞ்சல், பாப்பிரெட்டிப்பட்டி வட்டம், தருமபுரி மாவட்டம் - 635301. xyxy=(824,316,1224,349)
column-1 xyxy=(0,0,407,2263)
section-heading xyxy=(1234,732,1648,764)
member-listing: அமைப்பாளர் - ஆ. காந்தா கவுண்டம்பட்டி, பளுவஞ்சி அஞ்சல், கோவில்பட்டி வழி, மருங்காபுரி தாலுகா, திருச்சி - 621305. xyxy=(4,591,404,624)
section-title: அரூர் பேரூர் xyxy=(1389,1129,1493,1160)
member-listing: துணை அமைப்பாளர்கள் - 1) ம. மாலதி சின்னாங்கண், ஈச்சம்பாடி அஞ்சல், காரிமங்கலம் வட்டம், தருமபுரி மாவட்டம். 2) கு. செல்வி கதிர்நாயக்கனள்ளி கிராமம் (ம) அஞ்சல், காரிமங்கலம் வட்டம் தருமபுரி மாவட்டம். 3) கோ. பிரியா இருப்பம்பட்டி கிராமம் மற்றும் அஞ்சல், வண்ணியகுளம் அஞ்சல், காரிமங்கலம் வட்டம் தருமபுரி மாவட்டம். 4) ச. உஷா கடையாம்பட்டி கிராமம் சிரம்பம்பட்டி அஞ்சல், காரிமங்கலம் வட்டம் தருமபுரி மாவட்டம். 5) மா. ரேகா நெல்லிமரத்துப்பட்டி கிராமம், லெவலிஅள்ளி அஞ்சல், காரிமங்கலம் வட்டம் தருமபுரி மாவட்டம். xyxy=(824,810,1224,960)
section-heading xyxy=(1234,929,1648,960)
member-listing: துணை அமைப்பாளர்கள் - 1) எஸ். வசந்தி 5/755, சிலோன் காலனி, நவல்பட்டு, திருச்சி - 26. 2) ரா. மருதகம் 22/100, சமத்துவபுரம், அண்ணா நகர், நவல்பட்டு, திருவெறும்பூர் தாலுகா, திருச்சி - 26. 3) பா. மேகம் 4/455-3, அடைக்கல அன்னை நகர், 2வது தெரு மேற்கு பொன்மலைப்பட்டி, திருச்சி - 04. 4) மீனாட்சி ஜங்சன் 6/163, பா மா காலனி, நவல்பட்டு, திருவெறும்பூர் தாலுகா, திருச்சி - 16. 5) ஆ. செல்வி 2/65, அரிசன மேட்டு தெரு, பெரிய சூரியூர், திருவெறும்பூர் தாலுகா, திருச்சி - 25. 6) ஆர். வனிதா கோவில்பட்டி அஞ்சல், மருங்காபுரி தாலுகா, திருச்சி மாவட்டம். 7) சி. சுப்புலெட்சுமி ஊனையூர் அஞ்சல், மருங்காபுரி தாலுகா, திருச்சி மாவட்டம். xyxy=(4,122,404,311)
continued-text: லட்சுமி 3/2, உடையவர் கோவில் சந்து, மணியகார தெரு, திருச்சி - 08. 3) ஆர். ஷமிமா 13, டாக்கர் சந்து, திருச்சி - 08. 4) எஸ். மல்லிகா 164, காமராஜ் நகர், வடக்கு தாராநல்லூர், திருச்சி - 08. 5) பி. அலிமா 16/பி, காசிம்பாளிள சந்து, திருச்சி - 08. 6) ஆர். மஞ்சுளா 121/07, வடக்கு மலைக்கோட்டை மேட்டுத் தெரு, திருச்சி - 02. 7) ஜெ. எம். சரளாதேவி 82/ஏ, குடந்தை தெரு, கீழ சிந்தாமணி, திருச்சி - 02. xyxy=(414,3,814,114)
section xyxy=(1234,103,1648,353)
section-heading xyxy=(824,968,1224,999)
member-listing: அமைப்பாளர் - க. பரமேஸ்வரி இராமியனஅள்ளி பாப்பிரெட்டிப்பட்டி வட்டம் தருமபுரி மாவட்டம். xyxy=(824,1004,1224,1037)
section-title: காரிமங்கலம் மத்திய ஒன்றியம் xyxy=(904,1950,1144,1981)
